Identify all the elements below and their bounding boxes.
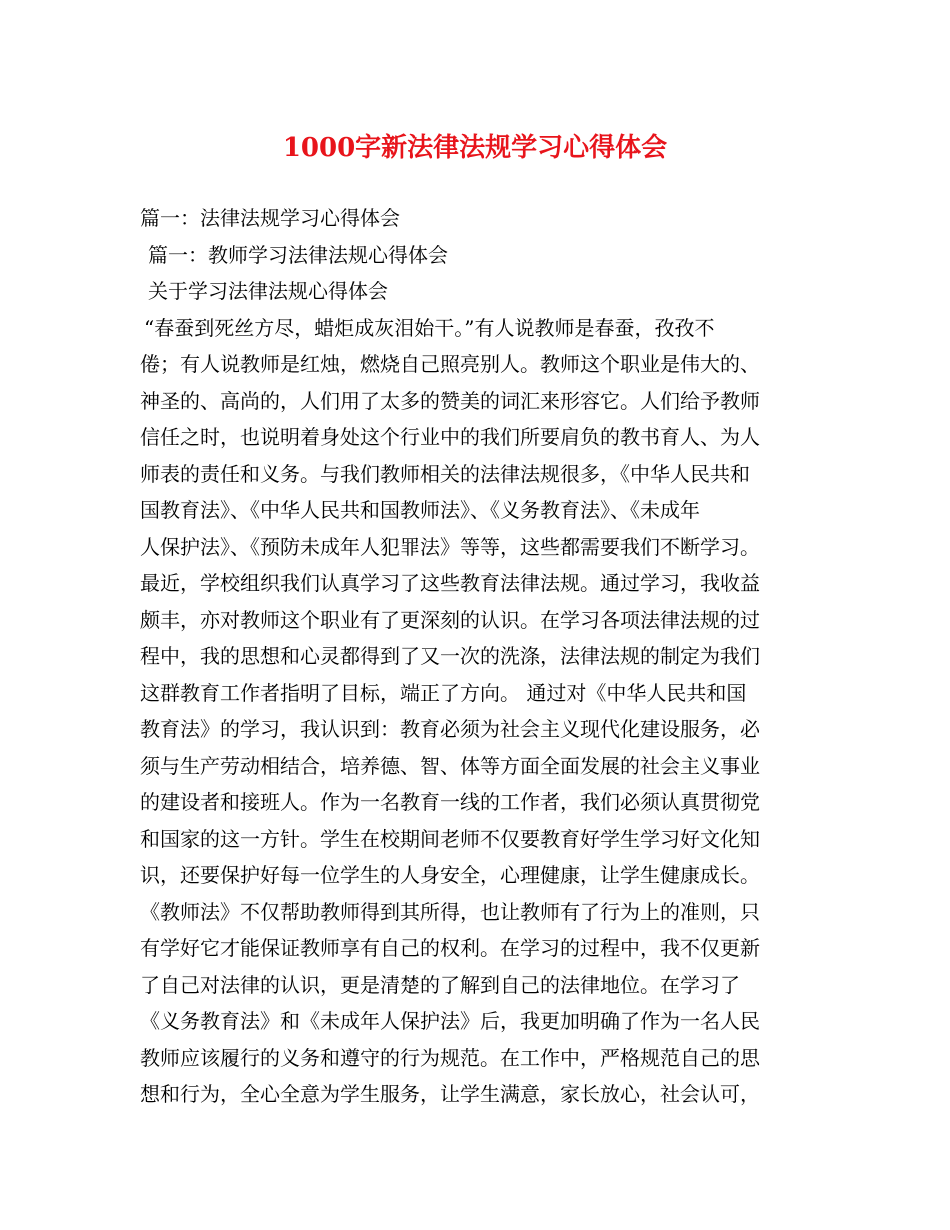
body-line: 的建设者和接班人。作为一名教育一线的工作者，我们必须认真贯彻党 (140, 790, 760, 814)
document-title: 1000字新法律法规学习心得体会 (282, 133, 668, 163)
body-line: 神圣的、高尚的，人们用了太多的赞美的词汇来形容它。人们给予教师 (140, 388, 760, 413)
body-line: 了自己对法律的认识，更是清楚的了解到自己的法律地位。在学习了 (140, 972, 740, 997)
body-line: 程中，我的思想和心灵都得到了又一次的洗涤，法律法规的制定为我们 (140, 644, 760, 668)
body-line: 须与生产劳动相结合，培养德、智、体等方面全面发展的社会主义事业 (140, 753, 760, 778)
body-line: 师表的责任和义务。与我们教师相关的法律法规很多，《中华人民共和 (140, 461, 750, 486)
body-line: 人保护法》、《预防未成年人犯罪法》等等，这些都需要我们不断学习。 (140, 534, 760, 559)
body-line: “春蚕到死丝方尽，蜡炬成灰泪始干。”有人说教师是春蚕，孜孜不 (144, 315, 715, 340)
document-body (140, 200, 820, 1113)
subsection-heading: 篇一：教师学习法律法规心得体会 (148, 242, 448, 267)
body-line: 颇丰，亦对教师这个职业有了更深刻的认识。在学习各项法律法规的过 (140, 607, 760, 632)
body-line: 和国家的这一方针。学生在校期间老师不仅要教育好学生学习好文化知 (140, 826, 760, 851)
article-heading: 关于学习法律法规心得体会 (148, 279, 388, 303)
section-heading: 篇一：法律法规学习心得体会 (140, 206, 400, 230)
body-line: 这群教育工作者指明了目标，端正了方向。 通过对《中华人民共和国 (140, 680, 747, 705)
body-line: 信任之时，也说明着身处这个行业中的我们所要肩负的教书育人、为人 (140, 425, 760, 449)
body-line: 最近，学校组织我们认真学习了这些教育法律法规。通过学习，我收益 (140, 571, 760, 595)
body-line: 国教育法》、《中华人民共和国教师法》、《义务教育法》、《未成年 (140, 498, 700, 522)
body-line: 倦；有人说教师是红烛，燃烧自己照亮别人。教师这个职业是伟大的、 (140, 352, 760, 376)
body-line: 识，还要保护好每一位学生的人身安全，心理健康，让学生健康成长。 (140, 863, 760, 887)
body-line: 教育法》的学习，我认识到：教育必须为社会主义现代化建设服务，必 (140, 717, 760, 741)
body-line: 《教师法》不仅帮助教师得到其所得，也让教师有了行为上的准则，只 (140, 899, 760, 924)
body-line: 教师应该履行的义务和遵守的行为规范。在工作中，严格规范自己的思 (140, 1045, 760, 1070)
body-line: 想和行为，全心全意为学生服务，让学生满意，家长放心，社会认可， (140, 1082, 760, 1106)
body-line: 《义务教育法》和《未成年人保护法》后，我更加明确了作为一名人民 (140, 1009, 760, 1033)
body-line: 有学好它才能保证教师享有自己的权利。在学习的过程中，我不仅更新 (140, 936, 760, 960)
